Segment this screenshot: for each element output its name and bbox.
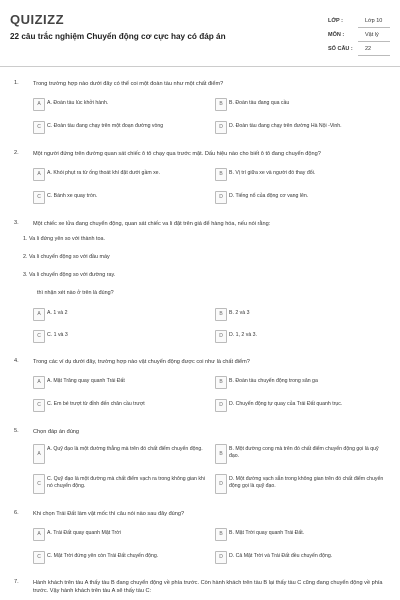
- q6-option-d[interactable]: [215, 551, 391, 564]
- header: [0, 0, 400, 70]
- question-number: 1.: [14, 80, 19, 86]
- count-underline: [358, 55, 390, 56]
- option-letter: B: [215, 98, 227, 111]
- q1-option-d[interactable]: [215, 121, 391, 134]
- q2-option-d[interactable]: [215, 191, 391, 204]
- option-text: A. Đoàn tàu lúc khởi hành.: [47, 100, 109, 106]
- option-letter: A: [33, 168, 45, 181]
- option-letter: D: [215, 191, 227, 204]
- q4-option-a[interactable]: [33, 376, 209, 389]
- option-letter: C: [33, 121, 45, 134]
- question-number: 3.: [14, 220, 19, 226]
- option-letter: D: [215, 551, 227, 564]
- option-text: C. 1 và 3: [47, 332, 68, 338]
- question-text: Trong trường hợp nào dưới đây có thể coi một đoàn tàu như một chất điểm?: [33, 81, 224, 87]
- class-underline: [358, 27, 390, 28]
- question-number: 7.: [14, 579, 19, 585]
- q6-option-c[interactable]: [33, 551, 209, 564]
- question-text: Trong các ví dụ dưới đây, trường hợp nào vật chuyển động được coi như là chất điểm?: [33, 359, 250, 365]
- option-text: D. Đoàn tàu đang chạy trên đường Hà Nội -Vinh.: [229, 123, 342, 129]
- option-text: B. Mặt Trời quay quanh Trái Đất.: [229, 530, 305, 536]
- subject-label: MÔN :: [328, 32, 345, 38]
- statement-prompt: thì nhận xét nào ở trên là đúng?: [37, 290, 114, 296]
- option-text: C. Bánh xe quay tròn.: [47, 193, 98, 199]
- option-letter: C: [33, 474, 45, 494]
- q1-option-b[interactable]: [215, 98, 391, 111]
- option-text: B. Đoàn tàu chuyển động trong sân ga: [229, 378, 318, 384]
- class-label: LỚP :: [328, 18, 343, 24]
- option-letter: B: [215, 444, 227, 464]
- q1-option-c[interactable]: [33, 121, 209, 134]
- option-text: A. Quỹ đạo là một đường thẳng mà trên đó chất điểm chuyển động.: [47, 446, 203, 452]
- count-value: 22: [365, 46, 372, 52]
- option-text: A. Mặt Trăng quay quanh Trái Đất: [47, 378, 125, 384]
- option-text: C. Em bé trượt từ đỉnh đến chân cầu trượt: [47, 401, 145, 407]
- subject-row: [328, 32, 390, 46]
- question-number: 2.: [14, 150, 19, 156]
- option-letter: B: [215, 376, 227, 389]
- option-letter: D: [215, 121, 227, 134]
- option-text: D. Chuyển động tự quay của Trái Đất quanh trục.: [229, 401, 343, 407]
- q4-option-d[interactable]: [215, 399, 391, 412]
- q3-option-a[interactable]: [33, 308, 209, 321]
- class-row: [328, 18, 390, 32]
- option-letter: A: [33, 444, 45, 464]
- option-letter: D: [215, 474, 227, 494]
- option-text: C. Quỹ đạo là một đường mà chất điểm vạch ra trong không gian khi nó chuyển động.: [47, 476, 205, 489]
- class-value: Lớp 10: [365, 18, 383, 24]
- q3-option-c[interactable]: [33, 330, 209, 343]
- option-letter: C: [33, 330, 45, 343]
- option-letter: B: [215, 168, 227, 181]
- q2-option-b[interactable]: [215, 168, 391, 181]
- option-text: C. Mặt Trời đứng yên còn Trái Đất chuyển động.: [47, 553, 159, 559]
- q2-option-a[interactable]: [33, 168, 209, 181]
- statement-1: 1. Va li đứng yên so với thành toa.: [23, 236, 105, 242]
- statement-3: 3. Va li chuyển động so với đường ray.: [23, 272, 116, 278]
- option-letter: B: [215, 308, 227, 321]
- option-text: D. Một đường vạch sẵn trong không gian trên đó chất điểm chuyển động gọi là quỹ đạo.: [229, 476, 384, 489]
- question-text: Hành khách trên tàu A thấy tàu B đang chuyển động về phía trước. Còn hành khách trên tàu B lại thấy tàu C cũng đang chuyển động về phía trước. Vậy hành khách trên tàu A sẽ thấy tàu C:: [33, 580, 383, 594]
- option-text: D. Tiếng nổ của động cơ vang lên.: [229, 193, 309, 199]
- q5-option-c[interactable]: [33, 474, 209, 494]
- subject-underline: [358, 41, 390, 42]
- option-letter: D: [215, 399, 227, 412]
- q1-option-a[interactable]: [33, 98, 209, 111]
- question-text: Một chiếc xe lửa đang chuyển động, quan sát chiếc va li đặt trên giá để hàng hóa, nếu nói rằng:: [33, 221, 271, 227]
- option-letter: A: [33, 98, 45, 111]
- q3-option-b[interactable]: [215, 308, 391, 321]
- option-letter: C: [33, 399, 45, 412]
- statement-2: 2. Va li chuyển động so với đầu máy: [23, 254, 110, 260]
- option-text: D. Cả Mặt Trời và Trái Đất đều chuyển động.: [229, 553, 333, 559]
- subject-value: Vật lý: [365, 32, 379, 38]
- option-text: B. 2 và 3: [229, 310, 250, 316]
- page-title: 22 câu trắc nghiệm Chuyển động cơ cực hay có đáp án: [10, 32, 226, 41]
- option-text: B. Một đường cong mà trên đó chất điểm chuyển động gọi là quỹ đạo.: [229, 446, 379, 459]
- question-text: Một người đứng trên đường quan sát chiếc ô tô chạy qua trước mặt. Dấu hiệu nào cho biết ô tô đang chuyển động?: [33, 151, 321, 157]
- q3-option-d[interactable]: [215, 330, 391, 343]
- q6-option-b[interactable]: [215, 528, 391, 541]
- q6-option-a[interactable]: [33, 528, 209, 541]
- option-letter: A: [33, 308, 45, 321]
- q5-option-b[interactable]: [215, 444, 391, 464]
- question-number: 6.: [14, 510, 19, 516]
- count-row: [328, 46, 390, 60]
- option-text: A. Khói phụt ra từ ống thoát khí đặt dưới gầm xe.: [47, 170, 161, 176]
- option-letter: D: [215, 330, 227, 343]
- option-letter: B: [215, 528, 227, 541]
- q5-option-d[interactable]: [215, 474, 391, 494]
- question-number: 4.: [14, 358, 19, 364]
- q4-option-b[interactable]: [215, 376, 391, 389]
- option-text: C. Đoàn tàu đang chạy trên một đoạn đường vòng: [47, 123, 164, 129]
- q5-option-a[interactable]: [33, 444, 209, 464]
- option-letter: A: [33, 376, 45, 389]
- q4-option-c[interactable]: [33, 399, 209, 412]
- option-text: D. 1, 2 và 3.: [229, 332, 257, 338]
- question-text: Chọn đáp án đúng: [33, 429, 80, 435]
- option-letter: A: [33, 528, 45, 541]
- option-text: B. Đoàn tàu đang qua cầu: [229, 100, 290, 106]
- option-text: B. Vị trí giữa xe và người đó thay đổi.: [229, 170, 316, 176]
- option-text: A. 1 và 2: [47, 310, 68, 316]
- option-text: A. Trái Đất quay quanh Mặt Trời: [47, 530, 121, 536]
- q2-option-c[interactable]: [33, 191, 209, 204]
- option-letter: C: [33, 551, 45, 564]
- header-divider: [0, 66, 400, 67]
- count-label: SỐ CÂU :: [328, 46, 353, 52]
- question-number: 5.: [14, 428, 19, 434]
- quizizz-logo: QUIZIZZ: [10, 12, 65, 27]
- question-text: Khi chọn Trái Đất làm vật mốc thì câu nói nào sau đây đúng?: [33, 511, 185, 517]
- option-letter: C: [33, 191, 45, 204]
